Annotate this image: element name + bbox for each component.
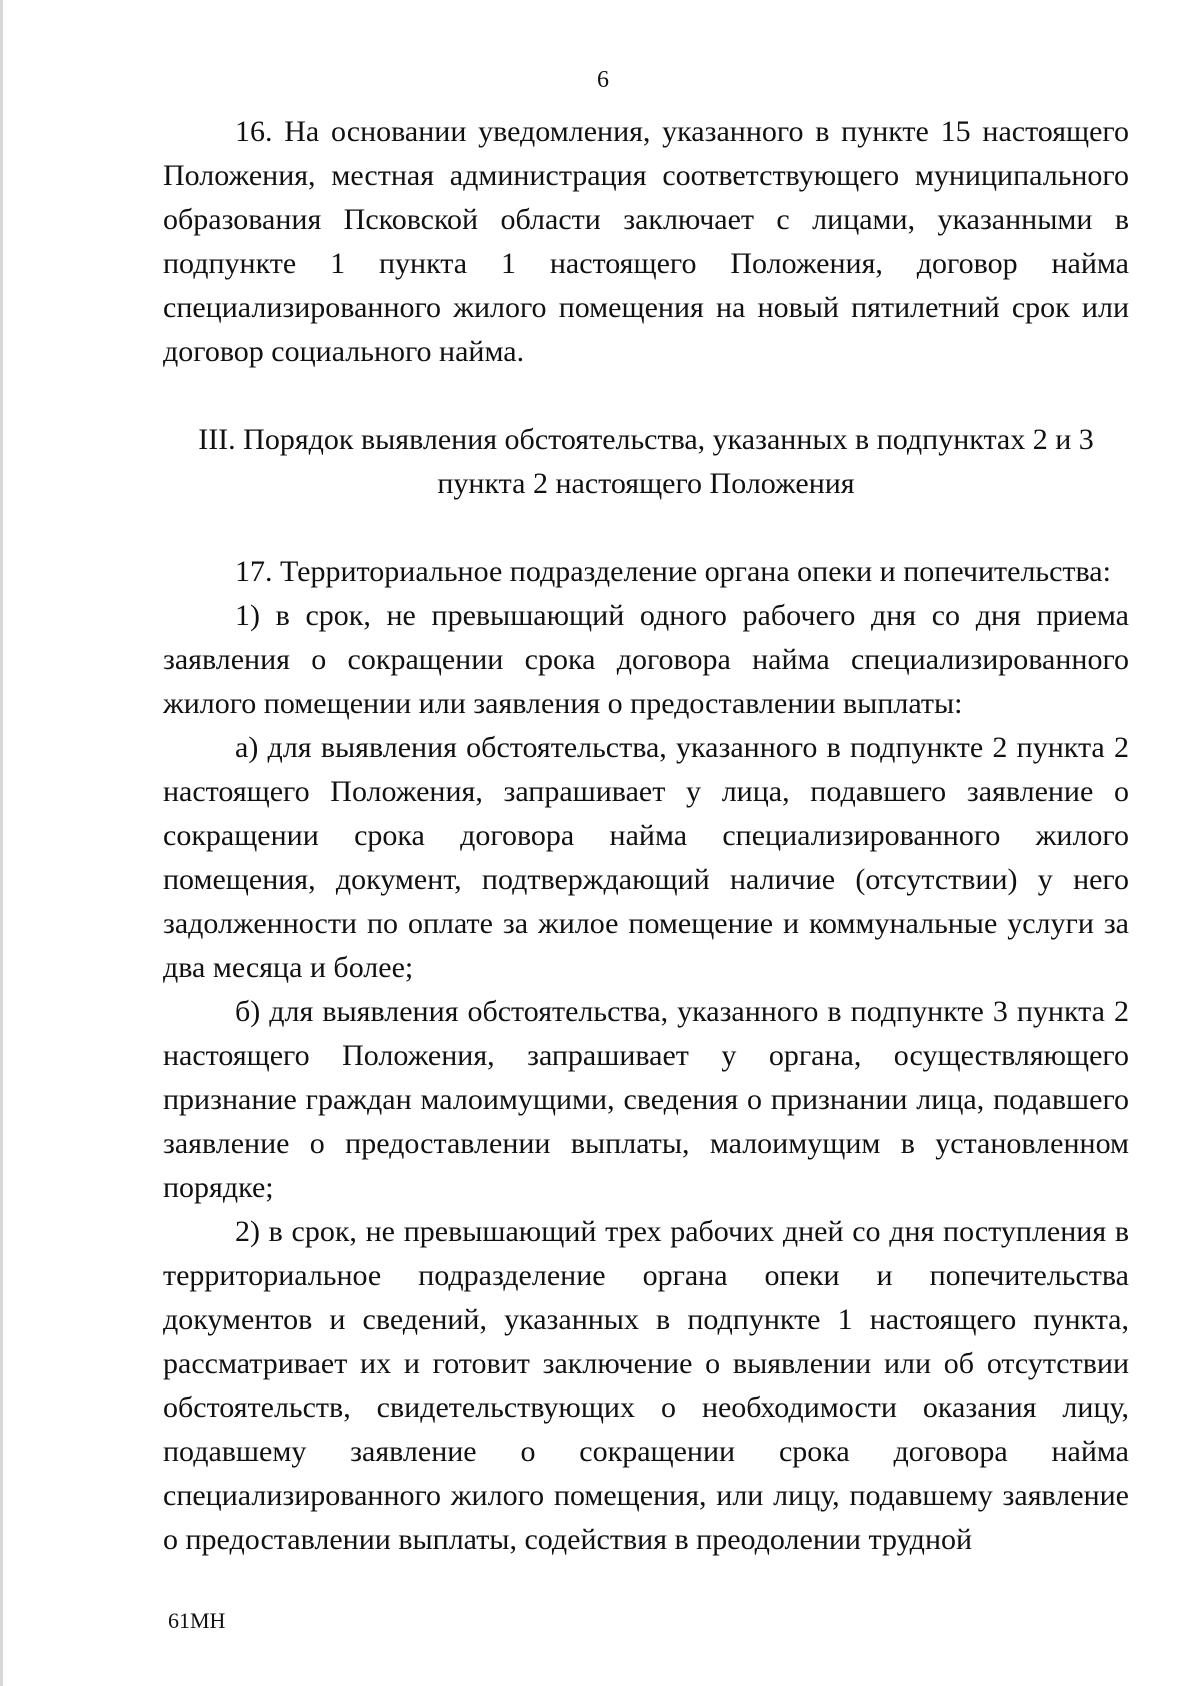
page-number: 6 xyxy=(597,67,609,93)
subparagraph-17-1-b: б) для выявления обстоятельства, указанного в подпункте 3 пункта 2 настоящего Положения, запрашивает у органа, осуществляющего признание граждан малоимущими, сведения о признании лица, подавшего заявление о предоставлении выплаты, малоимущим в установленном порядке; xyxy=(163,995,1129,1204)
subparagraph-17-1: 1) в срок, не превышающий одного рабочего дня со дня приема заявления о сокращении срока договора найма специализированного жилого помещении или заявления о предоставлении выплаты: xyxy=(163,599,1129,720)
subparagraph-17-2: 2) в срок, не превышающий трех рабочих дней со дня поступления в территориальное подразделение органа опеки и попечительства документов и сведений, указанных в подпункте 1 настоящего пункта, рассматривает их и готовит заключение о выявлении или об отсутствии обстоятельств, свидетельствующих о необходимости оказания лицу, подавшему заявление о сокращении срока договора найма специализированного жилого помещения, или лицу, подавшему заявление о предоставлении выплаты, содействия в преодолении трудной xyxy=(163,1215,1129,1556)
subparagraph-17-1-a: а) для выявления обстоятельства, указанного в подпункте 2 пункта 2 настоящего Положения, запрашивает у лица, подавшего заявление о сокращении срока договора найма специализированного жилого помещения, документ, подтверждающий наличие (отсутствии) у него задолженности по оплате за жилое помещение и коммунальные услуги за два месяца и более; xyxy=(163,731,1129,984)
paragraph-16: 16. На основании уведомления, указанного в пункте 15 настоящего Положения, местная администрация соответствующего муниципального образования Псковской области заключает с лицами, указанными в подпункте 1 пункта 1 настоящего Положения, договор найма специализированного жилого помещения на новый пятилетний срок или договор социального найма. xyxy=(163,115,1129,368)
paragraph-17: 17. Территориальное подразделение органа опеки и попечительства: xyxy=(235,555,1111,588)
footer-code: 61МН xyxy=(168,1608,226,1633)
section-heading-iii: III. Порядок выявления обстоятельства, указанных в подпунктах 2 и 3 пункта 2 настоящего Положения xyxy=(198,423,1094,500)
document-body xyxy=(163,110,1129,1562)
